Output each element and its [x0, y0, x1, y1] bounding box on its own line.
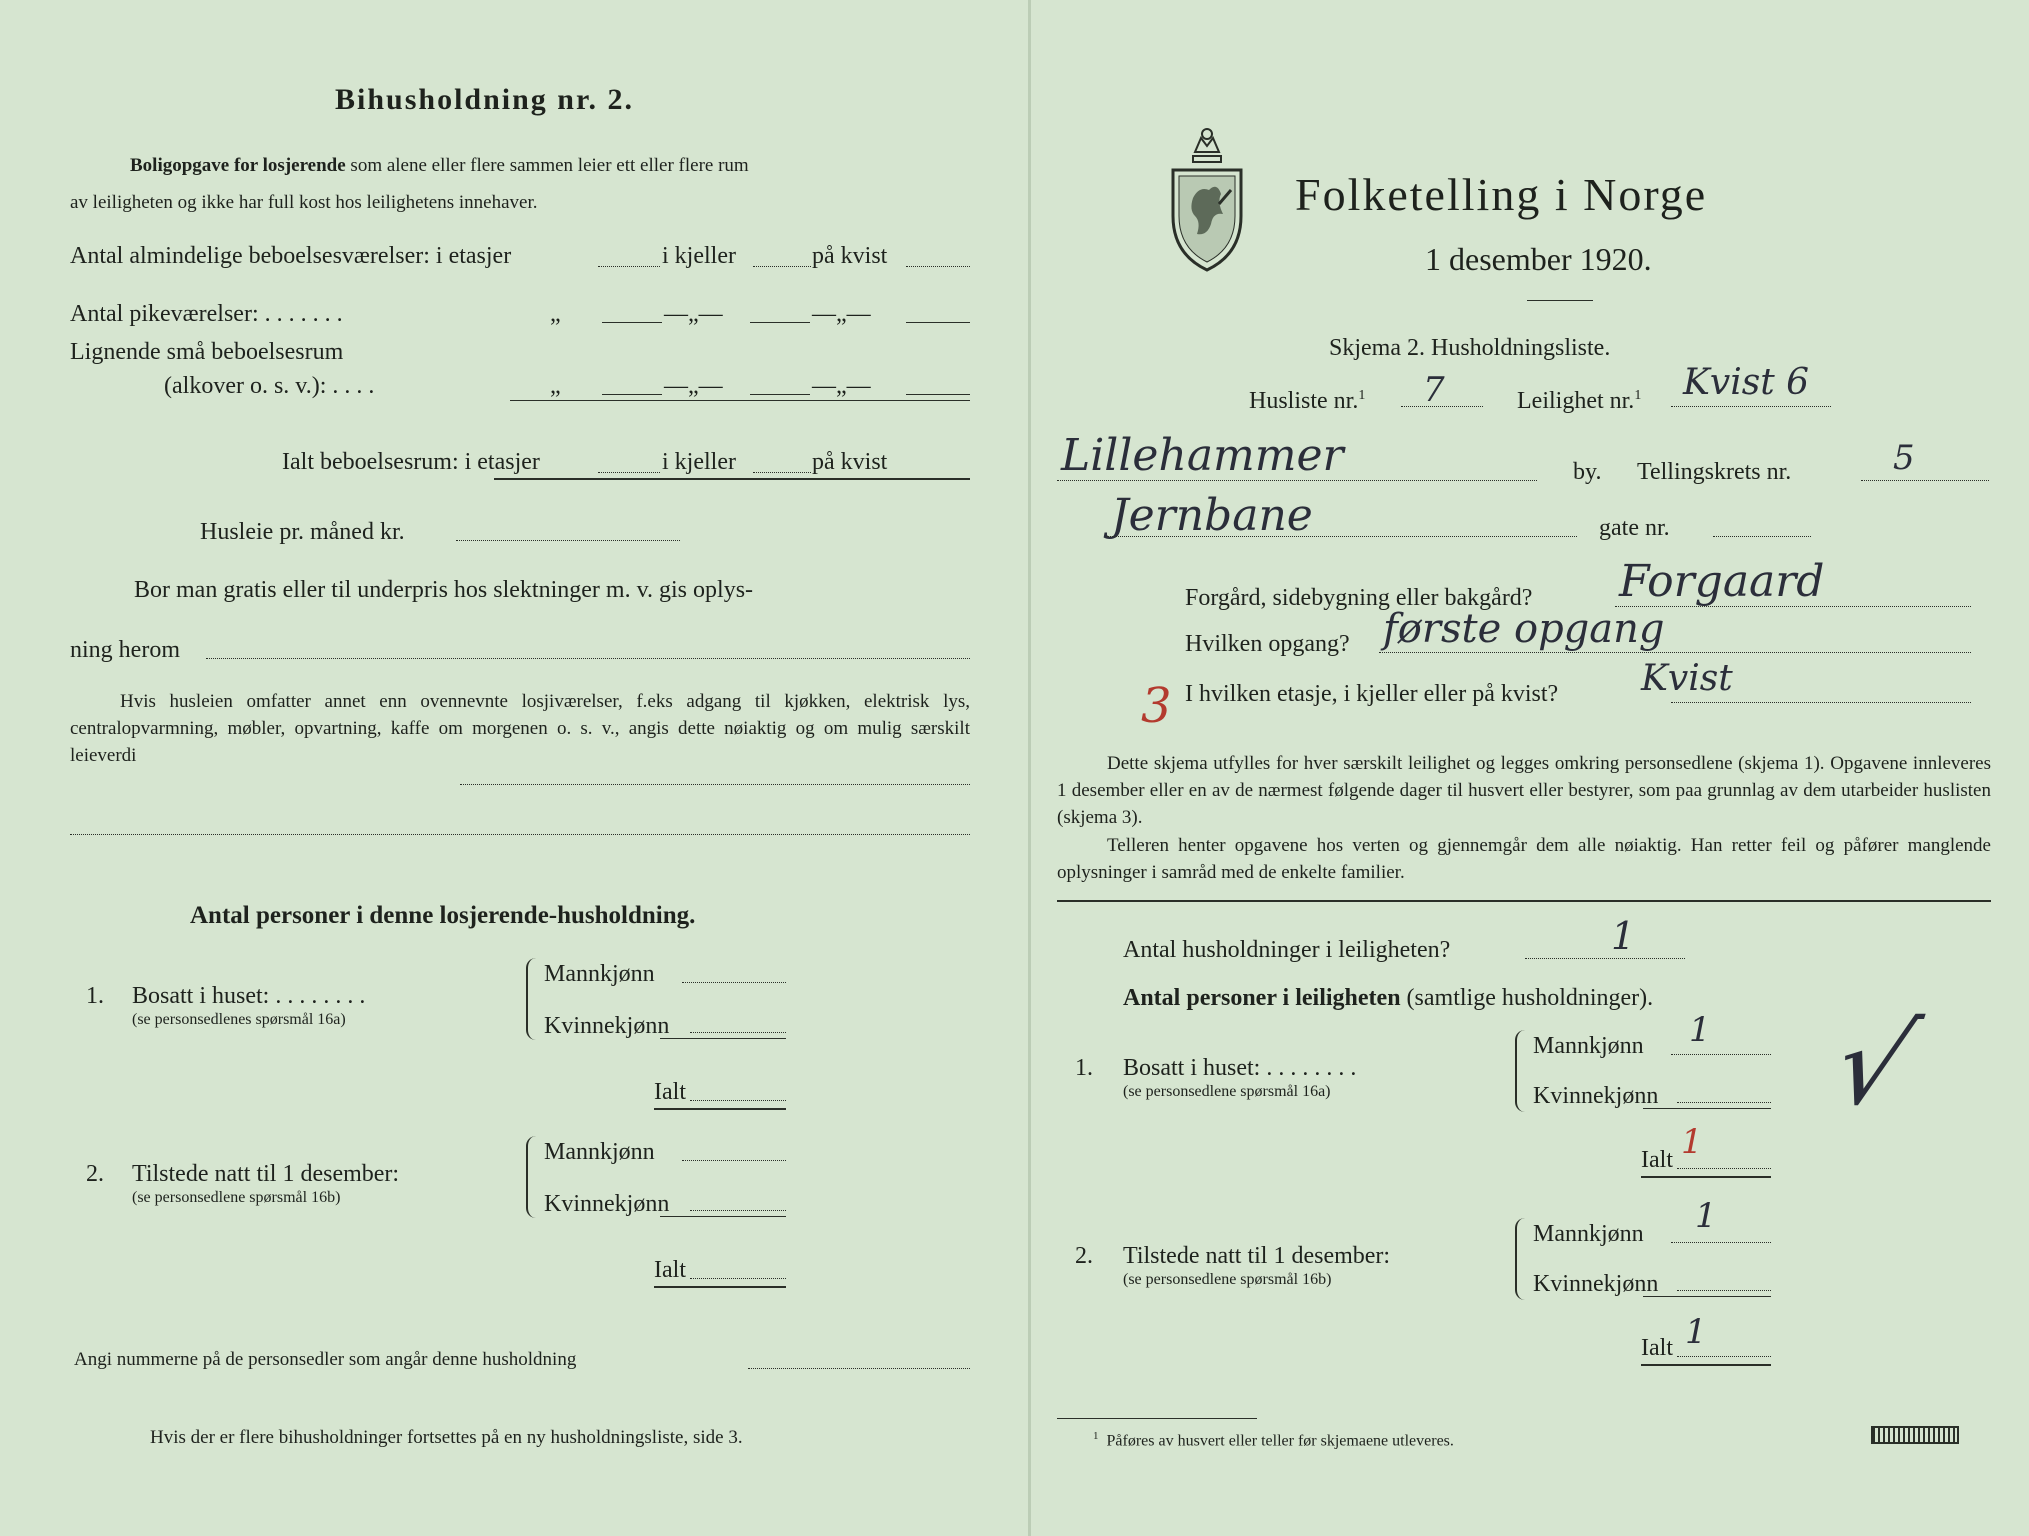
ditto-dash: —„— — [664, 373, 723, 399]
q2-male-label: Mannkjønn — [544, 1139, 655, 1165]
instructions-2: Telleren henter opgavene hos verten og gjennemgår dem alle nøiaktig. Han retter feil og påfører manglende oplysninger i samråd med de enkelte familier. — [1057, 835, 1991, 883]
maid-cellar-line[interactable] — [750, 322, 810, 323]
opgang-label: Hvilken opgang? — [1185, 631, 1350, 657]
q2-total-line[interactable] — [690, 1278, 786, 1279]
small-cellar-line[interactable] — [750, 394, 810, 395]
total-rule — [494, 478, 970, 480]
forgard-label: Forgård, sidebygning eller bakgård? — [1185, 585, 1533, 611]
free-text-line[interactable] — [206, 658, 970, 659]
q1-female-label: Kvinnekjønn — [544, 1013, 670, 1039]
etasje-label: I hvilken etasje, i kjeller eller på kvist? — [1185, 681, 1559, 707]
footnote-divider — [1057, 1418, 1257, 1419]
forgard-value: Forgaard — [1619, 556, 1825, 607]
q1-male-line[interactable] — [682, 982, 786, 983]
brace — [526, 958, 542, 1040]
rule — [1641, 1176, 1771, 1178]
left-footer: Hvis der er flere bihusholdninger fortsettes på en ny husholdningsliste, side 3. — [150, 1427, 743, 1448]
street-line[interactable] — [1107, 536, 1577, 537]
q1-total-label: Ialt — [654, 1079, 686, 1105]
households-value: 1 — [1611, 914, 1636, 958]
q1-male-label: Mannkjønn — [1533, 1033, 1644, 1059]
q2-total-value: 1 — [1685, 1312, 1707, 1352]
total-attic-label: på kvist — [812, 449, 888, 475]
q2-male-value: 1 — [1695, 1196, 1717, 1236]
includes-text: Hvis husleien omfatter annet enn ovennevnte losjiværelser, f.eks adgang til kjøkken, elektrisk lys, centralopvarmning, møbler, opvartning, kaffe om morgenen o. s. v., angis dette nøiaktig og om mulig særskilt leieverdi — [70, 691, 970, 766]
instructions-1: Dette skjema utfylles for hver særskilt leilighet og legges omkring personsedlene (skjema 1). Opgavene innleveres 1 desember eller en av de nærmest følgende dager til husvert eller bestyrer, som paa grunnlag av dem utarbeider huslisten (skjema 3). — [1057, 753, 1991, 828]
rooms-cellar-label: i kjeller — [662, 243, 736, 269]
printer-stamp-icon — [1871, 1426, 1959, 1444]
street-number-line[interactable] — [1713, 536, 1811, 537]
krets-line[interactable] — [1861, 480, 1989, 481]
q2-label: Tilstede natt til 1 desember: — [132, 1161, 400, 1187]
leilighet-line[interactable] — [1671, 406, 1831, 407]
small-floors-line[interactable] — [602, 394, 662, 395]
ditto-dash: —„— — [812, 301, 871, 327]
numbers-line[interactable] — [748, 1368, 970, 1369]
q2-sub: (se personsedlene spørsmål 16b) — [132, 1189, 341, 1206]
ditto-dash: —„— — [664, 301, 723, 327]
krets-label: Tellingskrets nr. — [1637, 459, 1792, 485]
rule — [654, 1108, 786, 1110]
intro-line2: av leiligheten og ikke har full kost hos leilighetens innehaver. — [70, 192, 538, 213]
q1-label: Bosatt i huset: . . . . . . . . — [1123, 1055, 1357, 1081]
maid-floors-line[interactable] — [602, 322, 662, 323]
etasje-line[interactable] — [1671, 702, 1971, 703]
rule — [660, 1038, 786, 1039]
street-label: gate nr. — [1599, 515, 1670, 541]
rule — [660, 1216, 786, 1217]
rule — [654, 1286, 786, 1288]
left-heading: Bihusholdning nr. 2. — [335, 83, 635, 116]
q1-number: 1. — [1075, 1055, 1093, 1081]
small-rooms-label: Lignende små beboelsesrum — [70, 339, 344, 365]
q2-female-label: Kvinnekjønn — [1533, 1271, 1659, 1297]
rooms-floors-line[interactable] — [598, 266, 660, 267]
households-label: Antal husholdninger i leiligheten? — [1123, 937, 1451, 963]
rule — [510, 400, 970, 401]
includes-line[interactable] — [460, 784, 970, 785]
q2-total-line[interactable] — [1677, 1356, 1771, 1357]
city-value: Lillehammer — [1061, 430, 1344, 481]
persons-heading: Antal personer i leiligheten (samtlige husholdninger). — [1123, 985, 1654, 1011]
brace — [1515, 1030, 1531, 1112]
leilighet-value: Kvist 6 — [1683, 362, 1810, 403]
title-divider — [1527, 300, 1593, 301]
husliste-value: 7 — [1423, 370, 1445, 410]
q2-male-label: Mannkjønn — [1533, 1221, 1644, 1247]
q2-female-line[interactable] — [1677, 1290, 1771, 1291]
q1-sub: (se personsedlenes spørsmål 16a) — [132, 1011, 346, 1028]
krets-value: 5 — [1893, 438, 1915, 478]
ditto-dash: —„— — [812, 373, 871, 399]
opgang-line[interactable] — [1379, 652, 1971, 653]
q1-total-line[interactable] — [690, 1100, 786, 1101]
street-value: Jernbane — [1111, 490, 1313, 541]
q2-total-label: Ialt — [1641, 1335, 1673, 1361]
persons-heading: Antal personer i denne losjerende-husholdning. — [190, 902, 696, 929]
rooms-cellar-line[interactable] — [753, 266, 811, 267]
q1-sub: (se personsedlene spørsmål 16a) — [1123, 1083, 1331, 1100]
form-date: 1 desember 1920. — [1425, 241, 1652, 277]
husliste-label: Husliste nr.$^1$ — [1249, 388, 1366, 414]
numbers-label: Angi nummerne på de personsedler som angår denne husholdning — [74, 1349, 577, 1370]
maid-rooms-label: Antal pikeværelser: . . . . . . . — [70, 301, 343, 327]
small-attic-line[interactable] — [906, 394, 970, 395]
q2-total-label: Ialt — [654, 1257, 686, 1283]
q1-female-label: Kvinnekjønn — [1533, 1083, 1659, 1109]
free-text-1: Bor man gratis eller til underpris hos slektninger m. v. gis oplys- — [134, 577, 754, 603]
husliste-line[interactable] — [1401, 406, 1483, 407]
rent-line[interactable] — [456, 540, 680, 541]
q2-female-label: Kvinnekjønn — [544, 1191, 670, 1217]
q1-male-line[interactable] — [1671, 1054, 1771, 1055]
q2-number: 2. — [86, 1161, 104, 1187]
brace — [1515, 1218, 1531, 1300]
right-page — [1031, 0, 2029, 1536]
brace — [526, 1136, 542, 1218]
total-cellar-label: i kjeller — [662, 449, 736, 475]
total-rooms-label: Ialt beboelsesrum: i etasjer — [282, 449, 540, 475]
q2-label: Tilstede natt til 1 desember: — [1123, 1243, 1391, 1269]
leilighet-label: Leilighet nr.$^1$ — [1517, 388, 1642, 414]
rule — [1643, 1296, 1771, 1297]
etasje-value: Kvist — [1641, 658, 1733, 699]
rooms-label: Antal almindelige beboelsesværelser: i etasjer — [70, 243, 512, 269]
q1-number: 1. — [86, 983, 104, 1009]
q1-female-line[interactable] — [1677, 1102, 1771, 1103]
coat-of-arms-icon — [1167, 124, 1247, 274]
forgard-line[interactable] — [1615, 606, 1971, 607]
city-line[interactable] — [1057, 480, 1537, 481]
q1-male-label: Mannkjønn — [544, 961, 655, 987]
intro-line1: Boligopgave for losjerende som alene eller flere sammen leier ett eller flere rum — [130, 155, 749, 176]
ditto-mark: „ — [550, 373, 561, 399]
q1-female-line[interactable] — [690, 1032, 786, 1033]
includes-line-2[interactable] — [70, 834, 970, 835]
q2-male-line[interactable] — [682, 1160, 786, 1161]
margin-mark: 3 — [1141, 678, 1172, 734]
q2-male-line[interactable] — [1671, 1242, 1771, 1243]
q2-female-line[interactable] — [690, 1210, 786, 1211]
rule — [1643, 1108, 1771, 1109]
schema-label: Skjema 2. Husholdningsliste. — [1329, 335, 1611, 361]
q2-number: 2. — [1075, 1243, 1093, 1269]
total-floors-line[interactable] — [598, 472, 660, 473]
section-divider — [1057, 900, 1991, 902]
ditto-mark: „ — [550, 301, 561, 327]
q1-total-label: Ialt — [1641, 1147, 1673, 1173]
rule — [1641, 1364, 1771, 1366]
city-label: by. — [1573, 459, 1602, 485]
q2-sub: (se personsedlene spørsmål 16b) — [1123, 1271, 1332, 1288]
q1-male-value: 1 — [1689, 1010, 1711, 1050]
opgang-value: første opgang — [1383, 606, 1665, 652]
q1-total-value: 1 — [1681, 1122, 1703, 1162]
total-cellar-line[interactable] — [753, 472, 811, 473]
rent-label: Husleie pr. måned kr. — [200, 519, 405, 545]
rooms-attic-label: på kvist — [812, 243, 888, 269]
small-rooms-label-2: (alkover o. s. v.): . . . . — [164, 373, 375, 399]
maid-attic-line[interactable] — [906, 322, 970, 323]
rooms-attic-line[interactable] — [906, 266, 970, 267]
q1-total-line[interactable] — [1677, 1168, 1771, 1169]
free-text-2: ning herom — [70, 637, 180, 663]
households-line[interactable] — [1525, 958, 1685, 959]
form-title: Folketelling i Norge — [1295, 169, 1708, 220]
q1-label: Bosatt i huset: . . . . . . . . — [132, 983, 366, 1009]
footnote: $^1$ Påføres av husvert eller teller før skjemaene utleveres. — [1093, 1430, 1454, 1450]
check-mark: √ — [1818, 1001, 1930, 1129]
